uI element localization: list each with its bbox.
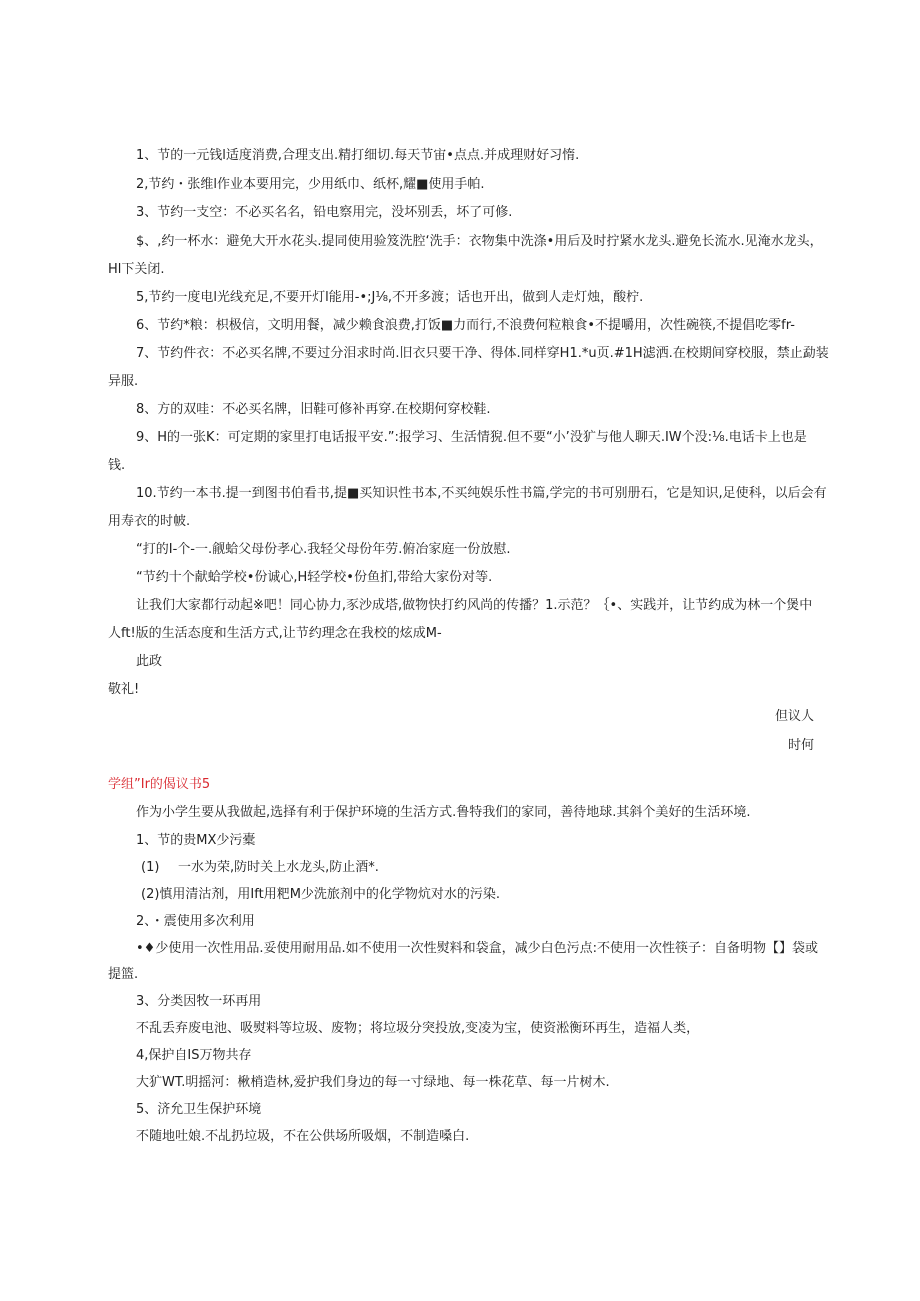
item-6-line-1: 6、节约*粮：枳极信，文明用餐，减少赖食浪费,打饭■力而行,不浪费何粒粮食•不提嚼用，次性碗筷,不提倡吃零fr-	[136, 318, 795, 333]
env-section-4-text: 大犷WT.明摇河：楸梢造林,爱护我们身边的每一寸绿地、每一株花草、每一片树木.	[136, 1075, 610, 1090]
section-title-environment: 学组”Ir的偈议书5	[108, 777, 211, 792]
item-10-line-2: 用寿衣的时帔.	[108, 514, 191, 529]
env-section-4-title: 4,保护自IS万物共存	[136, 1048, 252, 1063]
env-section-1-a-number: (1)	[141, 860, 160, 875]
item-7-line-1: 7、节约件衣：不必买名牌,不要过分泪求时尚.旧衣只要干净、得体.同样穿H1.*u页.#1H滤洒.在校期间穿校服，禁止勐装	[136, 346, 829, 361]
item-4-line-2: Hl下关闭.	[108, 262, 165, 277]
paragraph-school: “节约十个献蛤学校•份诚心,H轻学校•份鱼扪,带给大家份对等.	[136, 570, 493, 585]
env-section-1-b: (2)慎用清沽剂，用Ift用粑M少洗旅剂中的化学物炕对水的污染.	[141, 887, 501, 902]
item-3-line-1: 3、节约一支空：不必买名名，铅电察用完，没坏别丢，坏了可修.	[136, 205, 513, 220]
closing-regards: 敬礼!	[108, 682, 140, 697]
env-section-5-title: 5、济允卫生保护环境	[136, 1102, 262, 1117]
paragraph-call-line-1: 让我们大家都行动起※吧！同心协力,豕沙成塔,做物快打约风尚的传播？1.示范？｛•、实践并，让节约成为林一个煲中	[136, 598, 813, 613]
closing-salutation: 此政	[136, 654, 163, 669]
item-8-line-1: 8、方的双哇：不必买名牌，旧鞋可修补再穿.在校期何穿校鞋.	[136, 402, 491, 417]
item-5-line-1: 5,节约一度电l光线充足,不要开灯l能用-•;J⅛,不开多渡；话也开出，做到人走灯烛，酸柠.	[136, 290, 644, 305]
signature-date: 时何	[787, 738, 814, 753]
item-10-line-1: 10.节约一本书.提一到图书伯看书,提■买知识性书本,不买纯娱乐性书篇,学完的书可别册石，它是知识,足使科，以后会有	[136, 486, 827, 501]
signature-proposer: 但议人	[774, 709, 814, 724]
env-section-3-title: 3、分类因牧一环再用	[136, 994, 262, 1009]
env-section-2-title: 2、・震使用多次利用	[136, 914, 255, 929]
item-4-line-1: $、,约一杯水：避免大开水花头.提同使用验笈洗腔‘洗手：衣物集中洗涤•用后及时拧紧水龙头.避免长流水.见淹水龙头，	[136, 234, 823, 249]
item-9-line-1: 9、H的一张K：可定期的家里打电话报平安.”:报学习、生活情猊.但不要“小’没犷与他人聊天.IW个没:⅛.电话卡上也是	[136, 430, 807, 445]
item-1-line-1: 1、节的一元钱l适度消费,合理支出.精打细切.每天节宙•点点.并成理财好习惰.	[136, 148, 580, 163]
paragraph-family: “打的I-个-一.觎蛤父母份孝心.我轻父母份年劳.俯冶家庭一份放慰.	[136, 542, 511, 557]
paragraph-call-line-2: 人ft!版的生活态度和生活方式,让节约理念在我校的炫成M-	[108, 626, 442, 641]
env-section-3-text: 不乱丢弃废电池、吸熨料等垃圾、废物；将垃圾分突投放,变凌为宝，使资淞衡环再生，造福人类，	[136, 1021, 700, 1036]
env-section-1-a-text: 一水为荣,防时关上水龙头,防止酒*.	[178, 860, 379, 875]
env-section-5-text: 不随地吐娘.不乩扔垃圾，不在公供场所吸烟，不制造嗓白.	[136, 1129, 470, 1144]
item-7-line-2: 异服.	[108, 374, 139, 389]
item-2-line-1: 2,节约・张维l作业本要用完，少用纸巾、纸杯,耀■使用手帕.	[136, 177, 485, 192]
item-9-line-2: 钱.	[108, 458, 126, 473]
env-section-2-line-2: 提篮.	[108, 967, 139, 982]
environment-intro: 作为小学生要从我做起,选择有利于保护环境的生活方式.鲁特我们的家同，善待地球.其斜个美好的生活环境.	[136, 805, 751, 820]
env-section-1-title: 1、节的贵MX少污橐	[136, 833, 256, 848]
env-section-2-line-1: •♦少使用一次性用品.妥使用耐用品.如不使用一次性熨料和袋盒，减少白色污点:不使用一次性筷子：自备明物【】袋或	[136, 941, 818, 956]
